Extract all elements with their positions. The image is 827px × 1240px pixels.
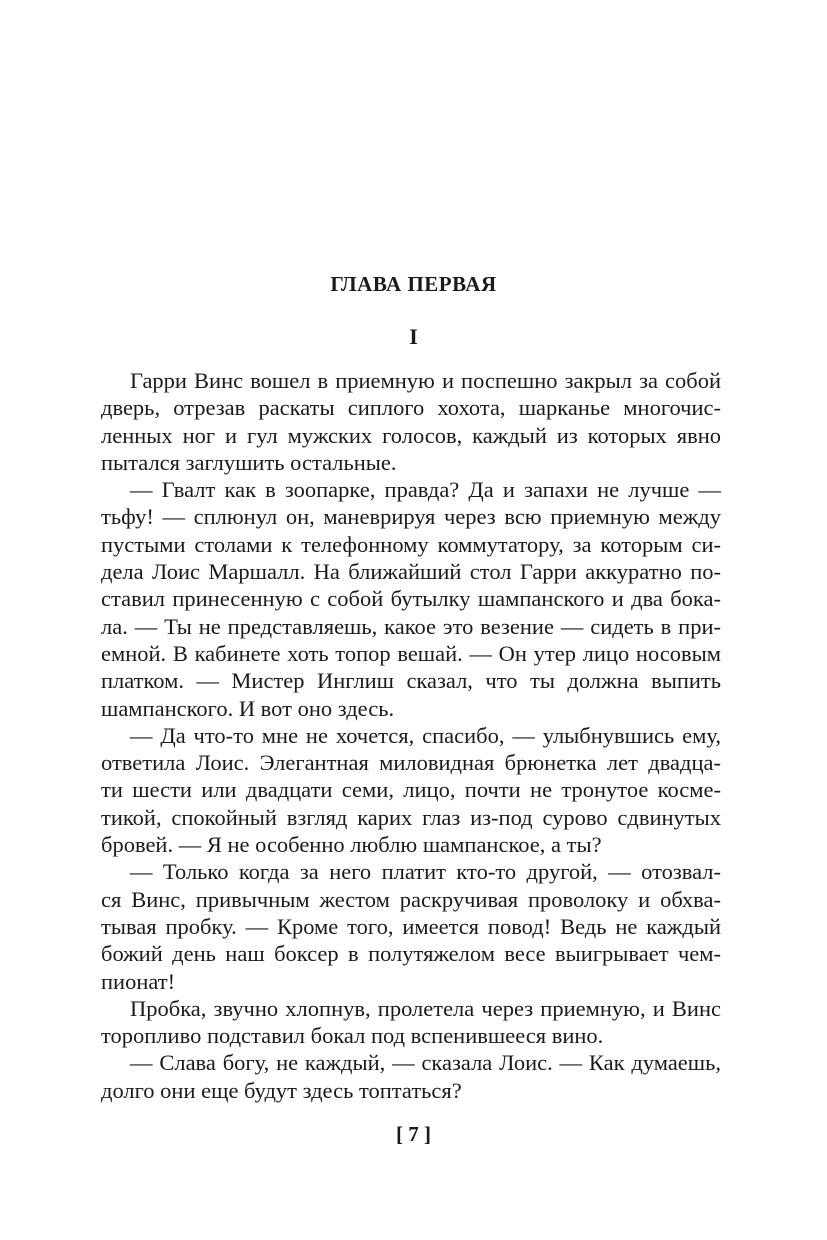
text-line: торопливо подставил бокал под вспенившееся вино.: [101, 1023, 604, 1049]
text-line: Гарри Винс вошел в приемную и поспешно закрыл за собой: [130, 368, 721, 393]
text-line: пытался заглушить остальные.: [101, 449, 397, 475]
text-line: ленных ног и гул мужских голосов, каждый из которых явно: [101, 422, 721, 448]
chapter-title: ГЛАВА ПЕРВАЯ: [330, 272, 497, 296]
text-line: ла. — Ты не представляешь, какое это везение — сидеть в при-: [101, 613, 721, 639]
text-line: — Гвалт как в зоопарке, правда? Да и запахи не лучше —: [130, 477, 721, 503]
text-line: тывая пробку. — Кроме того, имеется повод! Ведь не каждый: [101, 913, 721, 939]
body-text: [101, 367, 721, 1104]
text-line: ся Винс, привычным жестом раскручивая проволоку и обхва-: [101, 886, 721, 912]
text-line: шампанского. И вот оно здесь.: [101, 695, 395, 721]
text-line: пустыми столами к телефонному коммутатору, за которым си-: [101, 531, 721, 557]
text-line: емной. В кабинете хоть топор вешай. — Он утер лицо носовым: [101, 640, 721, 666]
text-line: ставил принесенную с собой бутылку шампанского и два бока-: [101, 586, 721, 612]
text-line: тикой, спокойный взгляд карих глаз из-под сурово сдвинутых: [101, 804, 721, 830]
text-line: — Только когда за него платит кто-то другой, — отозвал-: [130, 859, 721, 885]
text-line: ти шести или двадцати семи, лицо, почти не тронутое косме-: [101, 777, 721, 803]
text-line: долго они еще будут здесь топтаться?: [101, 1077, 462, 1103]
section-number: I: [409, 324, 418, 349]
text-line: пионат!: [101, 968, 176, 994]
text-line: — Да что-то мне не хочется, спасибо, — улыбнувшись ему,: [130, 722, 721, 748]
text-line: Пробка, звучно хлопнув, пролетела через приемную, и Винс: [130, 995, 721, 1021]
text-line: платком. — Мистер Инглиш сказал, что ты должна выпить: [101, 668, 721, 694]
text-line: дверь, отрезав раскаты сиплого хохота, шарканье многочис-: [101, 395, 721, 421]
page-number: [ 7 ]: [396, 1122, 431, 1146]
text-line: божий день наш боксер в полутяжелом весе выигрывает чем-: [101, 941, 721, 967]
text-line: дела Лоис Маршалл. На ближайший стол Гарри аккуратно по-: [101, 559, 721, 585]
text-line: бровей. — Я не особенно люблю шампанское, а ты?: [101, 832, 602, 858]
text-line: — Слава богу, не каждый, — сказала Лоис. — Как думаешь,: [130, 1050, 721, 1076]
text-line: тьфу! — сплюнул он, маневрируя через всю приемную между: [101, 504, 721, 530]
text-line: ответила Лоис. Элегантная миловидная брюнетка лет двадца-: [101, 750, 721, 776]
